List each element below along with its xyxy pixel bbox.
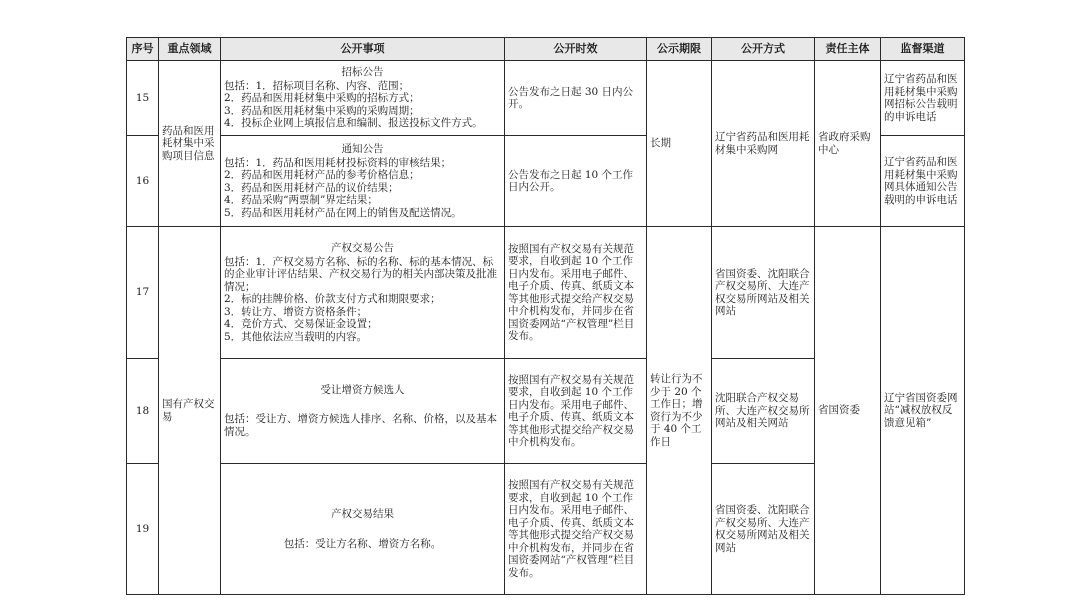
item-line: 包括：1．药品和医用耗材投标资料的审核结果； bbox=[224, 156, 452, 169]
header-timeliness: 公开时效 bbox=[505, 38, 647, 61]
supervision-cell: 辽宁省药品和医用耗材集中采购网招标公告载明的申诉电话 bbox=[881, 61, 965, 136]
header-serial: 序号 bbox=[127, 38, 159, 61]
row-number: 16 bbox=[127, 136, 159, 227]
item-line: 包括：受让方名称、增资方名称。 bbox=[283, 537, 442, 550]
row-number: 17 bbox=[127, 227, 159, 359]
item-line: 5．药品和医用耗材产品在网上的销售及配送情况。 bbox=[224, 206, 462, 219]
method-cell: 辽宁省药品和医用耗材集中采购网 bbox=[712, 61, 815, 227]
method-cell: 省国资委、沈阳联合产权交易所、大连产权交易所网站及相关网站 bbox=[712, 464, 815, 595]
item-cell bbox=[221, 136, 505, 227]
item-line: 5．其他依法应当载明的内容。 bbox=[224, 330, 368, 343]
table-row bbox=[127, 61, 965, 136]
row-number: 19 bbox=[127, 464, 159, 595]
timeliness-cell: 公告发布之日起 10 个工作日内公开。 bbox=[505, 136, 647, 227]
timeliness-cell: 按照国有产权交易有关规范要求，自收到起 10 个工作日内发布。采用电子邮件、电子介质、传真、纸质文本等其他形式提交给产权交易中介机构发布，并同步在省国资委网站“产权管理”栏目发布。 bbox=[505, 227, 647, 359]
item-line: 3．药品和医用耗材集中采购的采购周期； bbox=[224, 104, 420, 117]
header-domain: 重点领域 bbox=[159, 38, 221, 61]
header-supervision: 监督渠道 bbox=[881, 38, 965, 61]
item-line: 3．药品和医用耗材产品的议价结果； bbox=[224, 181, 399, 194]
subject-cell: 省政府采购中心 bbox=[815, 61, 881, 227]
period-cell: 转让行为不少于 20 个工作日；增资行为不少于 40 个工作日 bbox=[647, 227, 712, 595]
item-line: 4．药品采购“两票制”界定结果； bbox=[224, 194, 378, 206]
domain-cell: 药品和医用耗材集中采购项目信息 bbox=[159, 61, 221, 227]
header-subject: 责任主体 bbox=[815, 38, 881, 61]
period-cell: 长期 bbox=[647, 61, 712, 227]
header-item: 公开事项 bbox=[221, 38, 505, 61]
supervision-cell: 辽宁省国资委网站“减权放权反馈意见箱” bbox=[881, 227, 965, 595]
table-row bbox=[127, 227, 965, 359]
item-title: 产权交易公告 bbox=[331, 242, 394, 254]
row-number: 18 bbox=[127, 359, 159, 464]
disclosure-table bbox=[126, 37, 965, 595]
item-line: 3．转让方、增资方资格条件； bbox=[224, 305, 368, 318]
item-line: 包括：1．产权交易方名称、标的名称、标的基本情况、标的企业审计评估结果、产权交易行为的相关内部决策及批准情况； bbox=[224, 255, 497, 293]
header-method: 公开方式 bbox=[712, 38, 815, 61]
timeliness-cell: 按照国有产权交易有关规范要求，自收到起 10 个工作日内发布。采用电子邮件、电子介质、传真、纸质文本等其他形式提交给产权交易中介机构发布，并同步在省国资委网站“产权管理”栏目发布。 bbox=[505, 464, 647, 595]
header-period: 公示期限 bbox=[647, 38, 712, 61]
item-title: 招标公告 bbox=[341, 66, 384, 79]
method-cell: 沈阳联合产权交易所、大连产权交易所网站及相关网站 bbox=[712, 359, 815, 464]
item-cell bbox=[221, 61, 505, 136]
item-line: 2．药品和医用耗材产品的参考价格信息； bbox=[224, 169, 420, 181]
item-cell bbox=[221, 359, 505, 464]
item-line: 2．标的挂牌价格、价款支付方式和期限要求； bbox=[224, 293, 441, 305]
item-cell bbox=[221, 464, 505, 595]
item-title: 产权交易结果 bbox=[331, 508, 394, 520]
method-cell: 省国资委、沈阳联合产权交易所、大连产权交易所网站及相关网站 bbox=[712, 227, 815, 359]
item-line: 包括：1．招标项目名称、内容、范围； bbox=[224, 79, 410, 92]
supervision-cell: 辽宁省药品和医用耗材集中采购网具体通知公告载明的申诉电话 bbox=[881, 136, 965, 227]
item-line: 4．投标企业网上填报信息和编制、报送投标文件方式。 bbox=[224, 117, 483, 130]
item-line: 包括：受让方、增资方候选人排序、名称、价格，以及基本情况。 bbox=[224, 413, 497, 438]
timeliness-cell: 公告发布之日起 30 日内公开。 bbox=[505, 61, 647, 136]
timeliness-cell: 按照国有产权交易有关规范要求，自收到起 10 个工作日内发布。采用电子邮件、电子介质、传真、纸质文本等其他形式提交给产权交易中介机构发布。 bbox=[505, 359, 647, 464]
row-number: 15 bbox=[127, 61, 159, 136]
header-row bbox=[127, 38, 965, 61]
domain-cell: 国有产权交易 bbox=[159, 227, 221, 595]
item-line: 2．药品和医用耗材集中采购的招标方式； bbox=[224, 92, 420, 105]
subject-cell: 省国资委 bbox=[815, 227, 881, 595]
item-cell bbox=[221, 227, 505, 359]
item-line: 4．竞价方式、交易保证金设置； bbox=[224, 318, 378, 330]
item-title: 通知公告 bbox=[341, 143, 384, 155]
item-title: 受让增资方候选人 bbox=[320, 383, 405, 396]
